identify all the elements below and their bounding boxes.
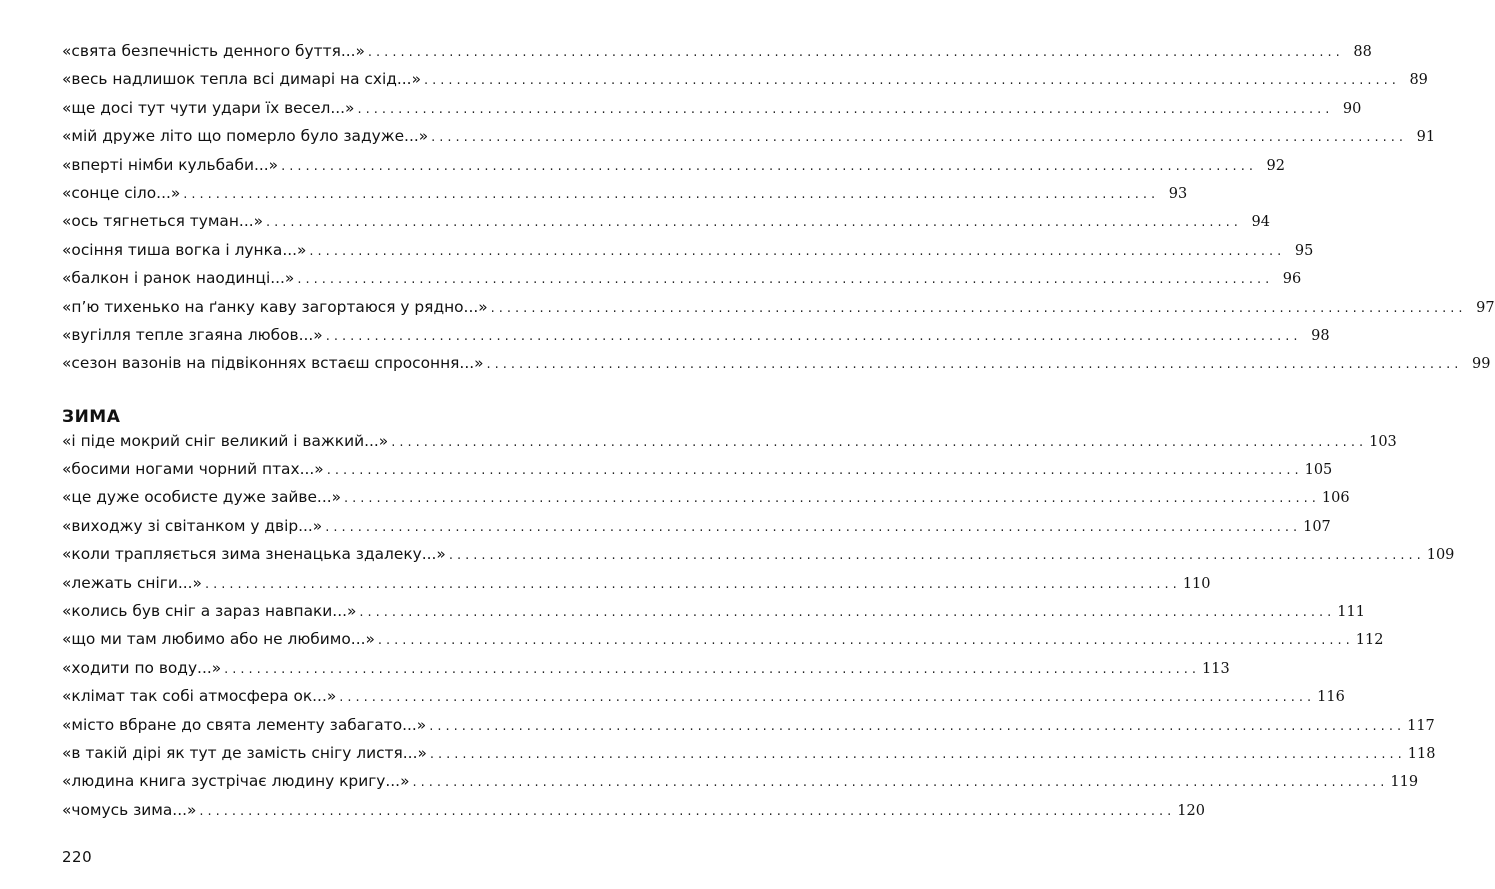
toc-entry-title: «п’ю тихенько на ґанку каву загортаюся у рядно...» bbox=[62, 297, 488, 316]
toc-entry-title: «клімат так собі атмосфера ок...» bbox=[62, 687, 337, 706]
toc-entry-title: «свята безпечність денного буття...» bbox=[62, 42, 365, 60]
toc-entry[interactable] bbox=[62, 122, 1436, 150]
toc-entry-title: «і піде мокрий сніг великий і важкий...» bbox=[62, 431, 389, 450]
toc-entry[interactable] bbox=[62, 94, 1362, 122]
dot-leader: ........................................................................................................................ bbox=[281, 158, 1257, 174]
winter-entries-list bbox=[62, 427, 1455, 824]
toc-entry-page-number: 98 bbox=[1311, 327, 1330, 344]
dot-leader: ........................................................................................................................ bbox=[339, 690, 1316, 706]
dot-leader: ........................................................................................................................ bbox=[490, 300, 1467, 316]
toc-entry-title: «людина книга зустрічає людину кригу...» bbox=[62, 772, 410, 791]
autumn-entries-list bbox=[62, 37, 1495, 378]
toc-entry[interactable] bbox=[62, 682, 1345, 710]
toc-entry-title: «в такій дірі як тут де замість снігу листя...» bbox=[62, 743, 427, 762]
toc-entry[interactable] bbox=[62, 739, 1436, 767]
toc-entry-page-number: 116 bbox=[1317, 689, 1345, 706]
dot-leader: ........................................................................................................................ bbox=[344, 491, 1320, 507]
dot-leader: ........................................................................................................................ bbox=[377, 633, 1354, 649]
toc-entry-page-number: 113 bbox=[1202, 660, 1230, 677]
toc-entry-title: «вугілля тепле згаяна любов...» bbox=[62, 325, 323, 344]
toc-entry-page-number: 118 bbox=[1407, 745, 1436, 762]
toc-entry-page-number: 117 bbox=[1407, 717, 1435, 734]
toc-entry[interactable] bbox=[62, 597, 1365, 625]
toc-entry-page-number: 96 bbox=[1282, 271, 1302, 288]
toc-entry-title: «колись був сніг а зараз навпаки...» bbox=[62, 602, 357, 621]
table-of-contents bbox=[62, 37, 1495, 824]
toc-entry-page-number: 92 bbox=[1266, 157, 1285, 174]
toc-entry[interactable] bbox=[62, 321, 1330, 349]
dot-leader: ........................................................................................................................ bbox=[325, 328, 1302, 344]
dot-leader: ........................................................................................................................ bbox=[429, 746, 1406, 762]
toc-entry[interactable] bbox=[62, 293, 1495, 321]
toc-entry-page-number: 95 bbox=[1294, 242, 1314, 259]
dot-leader: ........................................................................................................................ bbox=[486, 357, 1463, 373]
toc-entry[interactable] bbox=[62, 512, 1331, 540]
toc-entry-title: «ходити по воду...» bbox=[62, 658, 222, 677]
dot-leader: ........................................................................................................................ bbox=[359, 605, 1336, 621]
toc-entry[interactable] bbox=[62, 455, 1333, 483]
toc-entry[interactable] bbox=[62, 796, 1205, 824]
toc-entry[interactable] bbox=[62, 569, 1211, 597]
toc-entry-title: «сонце сіло...» bbox=[62, 183, 181, 202]
dot-leader: ........................................................................................................................ bbox=[448, 548, 1425, 564]
toc-entry-page-number: 105 bbox=[1304, 462, 1333, 479]
toc-entry-page-number: 93 bbox=[1168, 185, 1188, 202]
toc-entry-page-number: 88 bbox=[1353, 44, 1372, 60]
page-number: 220 bbox=[62, 848, 93, 866]
toc-entry-title: «балкон і ранок наодинці...» bbox=[62, 269, 295, 288]
section-gap bbox=[62, 378, 582, 407]
toc-entry-title: «коли трапляється зима зненацька здалеку...» bbox=[62, 545, 446, 564]
dot-leader: ........................................................................................................................ bbox=[183, 186, 1160, 202]
toc-entry[interactable] bbox=[62, 767, 1419, 795]
dot-leader: ........................................................................................................................ bbox=[309, 243, 1286, 259]
toc-entry-page-number: 107 bbox=[1303, 518, 1331, 535]
dot-leader: ........................................................................................................................ bbox=[266, 215, 1242, 231]
toc-entry-title: «місто вбране до свята лементу забагато...» bbox=[62, 715, 427, 734]
dot-leader: ........................................................................................................................ bbox=[367, 45, 1344, 60]
toc-entry-title: «ось тягнеться туман...» bbox=[62, 212, 264, 231]
toc-entry-title: «сезон вазонів на підвіконнях встаєш спросоння...» bbox=[62, 354, 484, 373]
toc-entry-title: «лежать сніги...» bbox=[62, 573, 202, 592]
toc-entry-page-number: 110 bbox=[1182, 575, 1211, 592]
toc-entry[interactable] bbox=[62, 349, 1491, 377]
toc-entry-page-number: 112 bbox=[1355, 632, 1384, 649]
toc-entry-page-number: 91 bbox=[1416, 129, 1436, 146]
toc-entry-title: «вперті німби кульбаби...» bbox=[62, 155, 279, 174]
toc-entry[interactable] bbox=[62, 37, 1372, 65]
dot-leader: ........................................................................................................................ bbox=[204, 576, 1181, 592]
dot-leader: ........................................................................................................................ bbox=[357, 101, 1334, 117]
toc-entry-page-number: 120 bbox=[1177, 802, 1205, 819]
toc-entry-title: «що ми там любимо або не любимо...» bbox=[62, 630, 375, 649]
toc-entry[interactable] bbox=[62, 236, 1314, 264]
toc-entry-page-number: 99 bbox=[1471, 356, 1491, 373]
section-heading-winter: ЗИМА bbox=[62, 406, 121, 427]
dot-leader: ........................................................................................................................ bbox=[326, 463, 1303, 479]
dot-leader: ........................................................................................................................ bbox=[429, 718, 1406, 734]
dot-leader: ........................................................................................................................ bbox=[325, 519, 1302, 535]
toc-entry[interactable] bbox=[62, 264, 1302, 292]
toc-entry[interactable] bbox=[62, 65, 1428, 93]
toc-entry-page-number: 97 bbox=[1476, 299, 1495, 316]
dot-leader: ........................................................................................................................ bbox=[224, 661, 1201, 677]
toc-entry[interactable] bbox=[62, 711, 1435, 739]
toc-entry[interactable] bbox=[62, 151, 1285, 179]
toc-entry-page-number: 111 bbox=[1337, 604, 1365, 621]
toc-entry-page-number: 109 bbox=[1426, 547, 1455, 564]
dot-leader: ........................................................................................................................ bbox=[424, 73, 1400, 89]
toc-entry[interactable] bbox=[62, 540, 1455, 568]
dot-leader: ........................................................................................................................ bbox=[412, 775, 1389, 791]
toc-entry-page-number: 89 bbox=[1409, 72, 1428, 89]
dot-leader: ........................................................................................................................ bbox=[297, 272, 1274, 288]
toc-entry[interactable] bbox=[62, 427, 1397, 455]
toc-entry-page-number: 94 bbox=[1251, 214, 1270, 231]
toc-entry-title: «це дуже особисте дуже зайве...» bbox=[62, 488, 342, 507]
toc-entry-page-number: 119 bbox=[1390, 774, 1419, 791]
toc-entry-title: «виходжу зі світанком у двір...» bbox=[62, 516, 323, 535]
dot-leader: ........................................................................................................................ bbox=[199, 803, 1176, 819]
toc-entry-title: «босими ногами чорний птах...» bbox=[62, 460, 324, 479]
toc-entry-page-number: 106 bbox=[1321, 490, 1350, 507]
toc-entry[interactable] bbox=[62, 625, 1384, 653]
toc-entry-title: «весь надлишок тепла всі димарі на схід...» bbox=[62, 70, 421, 89]
toc-entry[interactable] bbox=[62, 654, 1230, 682]
toc-entry-title: «ще досі тут чути удари їх весел...» bbox=[62, 98, 355, 117]
toc-entry-title: «мій друже літо що померло було задуже...» bbox=[62, 127, 429, 146]
toc-entry-title: «чомусь зима...» bbox=[62, 800, 197, 819]
dot-leader: ........................................................................................................................ bbox=[431, 130, 1408, 146]
toc-entry-title: «осіння тиша вогка і лунка...» bbox=[62, 240, 307, 259]
toc-entry[interactable] bbox=[62, 483, 1350, 511]
dot-leader: ........................................................................................................................ bbox=[391, 434, 1368, 450]
toc-entry-page-number: 90 bbox=[1342, 100, 1362, 117]
toc-entry[interactable] bbox=[62, 179, 1188, 207]
toc-entry-page-number: 103 bbox=[1369, 433, 1397, 450]
toc-entry[interactable] bbox=[62, 207, 1270, 235]
